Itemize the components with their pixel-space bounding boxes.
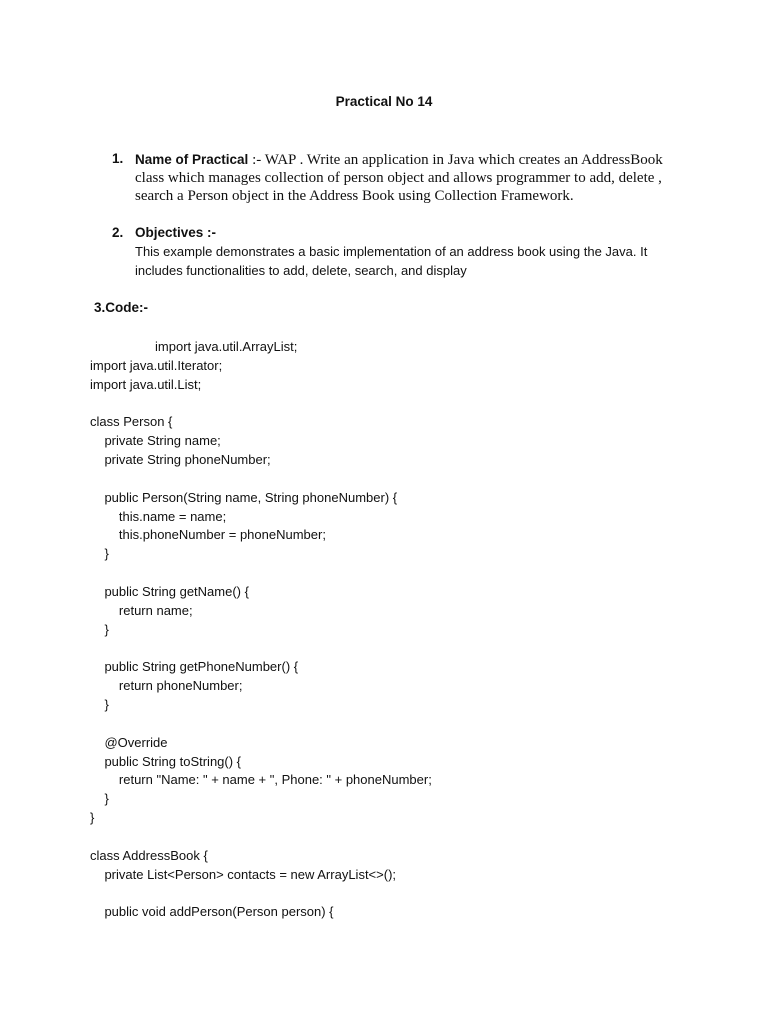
code-line [90,640,730,659]
code-line: private String phoneNumber; [90,452,271,468]
item-number-2: 2. [112,225,124,240]
code-line: return phoneNumber; [90,678,243,694]
code-line: import java.util.ArrayList; [90,339,298,354]
item-number-1: 1. [112,151,124,166]
code-line [90,564,730,583]
code-line: private String name; [90,433,221,449]
code-line: this.name = name; [90,508,227,524]
code-line: return "Name: " + name + ", Phone: " + phoneNumber; [90,772,432,788]
code-line: import java.util.List; [90,376,202,392]
code-line [90,395,730,414]
code-line: } [90,621,109,637]
code-line: @Override [90,734,168,750]
page-title: Practical No 14 [335,94,433,109]
code-line: class Person { [90,414,173,430]
code-line: this.phoneNumber = phoneNumber; [90,527,326,543]
practical-name-label: Name of Practical [135,152,249,167]
code-line: import java.util.Iterator; [90,357,223,373]
code-line: public String getName() { [90,583,249,599]
code-line [90,884,730,903]
code-line [90,828,730,847]
objectives-block [135,225,695,280]
code-line: } [90,791,109,807]
practical-name-text: :- WAP . Write an application in Java which creates an AddressBook class which manages collection of person object and allows programmer to add, delete , search a Person object in the Address Book using Collection Framework. [135,152,663,204]
code-heading: 3.Code:- [94,300,148,315]
code-line: } [90,810,95,826]
code-line: return name; [90,602,193,618]
objectives-text: This example demonstrates a basic implementation of an address book using the Java. It includes functionalities to add, delete, search, and display [135,244,648,278]
practical-name-paragraph [135,151,695,205]
objectives-label: Objectives :- [135,225,217,240]
code-line [90,470,730,489]
code-line: } [90,546,109,562]
code-line: private List<Person> contacts = new ArrayList<>(); [90,866,397,882]
code-line: class AddressBook { [90,847,208,863]
code-block [90,338,730,922]
code-line: public String getPhoneNumber() { [90,659,299,675]
code-line [90,715,730,734]
code-line: } [90,697,109,713]
code-line: public Person(String name, String phoneNumber) { [90,489,398,505]
code-line: public void addPerson(Person person) { [90,904,334,920]
code-line: public String toString() { [90,753,242,769]
